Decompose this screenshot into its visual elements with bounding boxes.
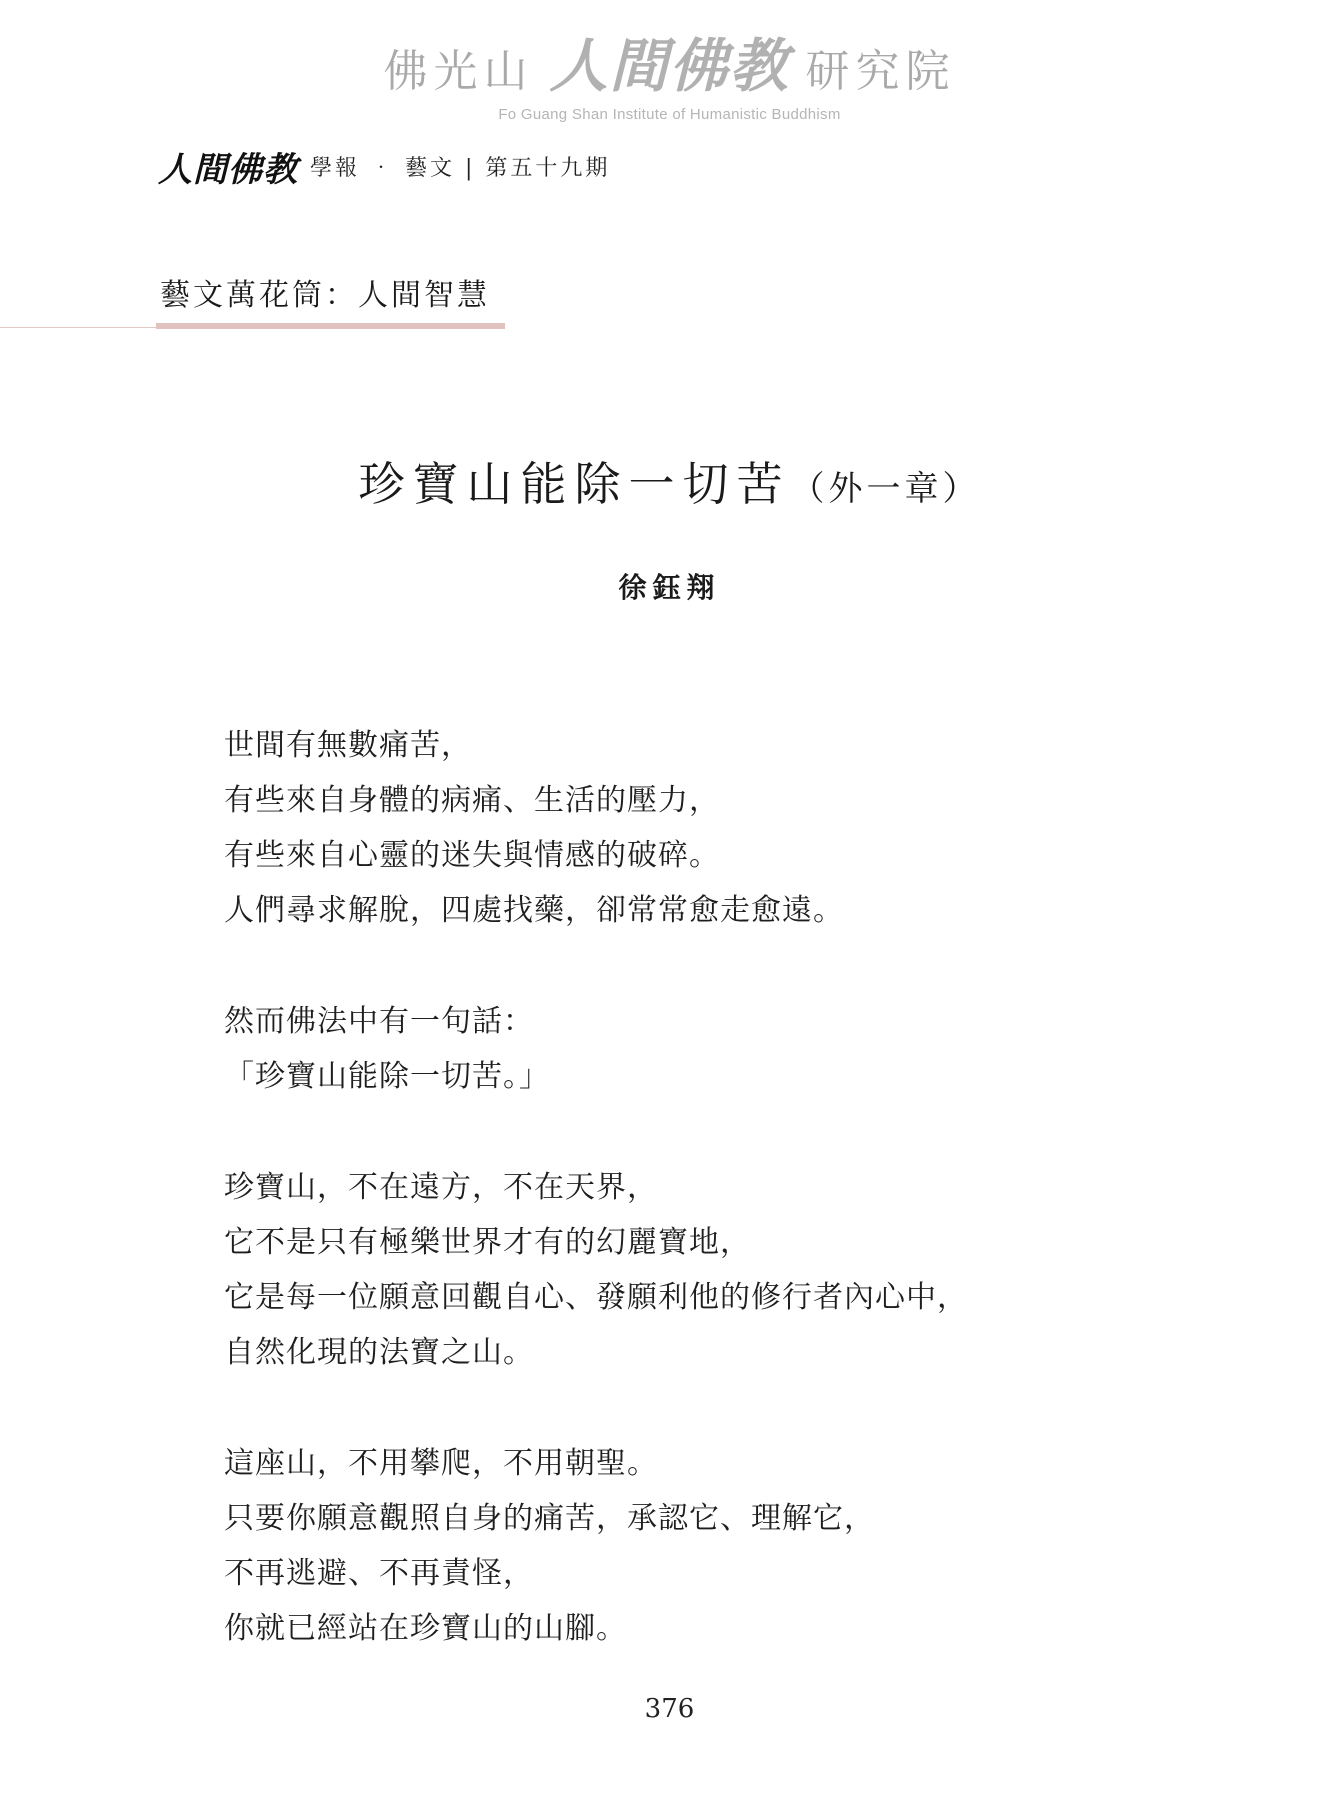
institute-subtitle: Fo Guang Shan Institute of Humanistic Buddhism xyxy=(498,106,841,123)
section-heading: 藝文萬花筒：人間智慧 xyxy=(160,278,490,313)
article-title xyxy=(0,448,1339,514)
institute-header xyxy=(0,32,1339,123)
poem-line: 世間有無數痛苦， xyxy=(224,728,472,763)
journal-header xyxy=(158,142,610,191)
institute-title-right: 研究院 xyxy=(805,46,956,97)
journal-issue-info: 學報 ‧ 藝文 | 第五十九期 xyxy=(310,156,611,181)
page-number: 376 xyxy=(644,1694,695,1724)
article-title-suffix: （外一章） xyxy=(790,469,981,509)
poem-line: 有些來自心靈的迷失與情感的破碎。 xyxy=(224,838,720,873)
journal-brand: 人間佛教 xyxy=(158,150,298,190)
poem-line: 只要你願意觀照自身的痛苦，承認它、理解它， xyxy=(224,1501,875,1536)
institute-title-left: 佛光山 xyxy=(383,46,534,97)
poem-line: 珍寶山，不在遠方，不在天界， xyxy=(224,1170,658,1205)
poem-line: 它是每一位願意回觀自心、發願利他的修行者內心中， xyxy=(224,1280,968,1315)
poem-line: 它不是只有極樂世界才有的幻麗寶地， xyxy=(224,1225,751,1260)
poem-line: 自然化現的法寶之山。 xyxy=(224,1335,534,1370)
poem-line: 有些來自身體的病痛、生活的壓力， xyxy=(224,783,720,818)
poem-stanza-3 xyxy=(224,1160,1124,1380)
poem-body xyxy=(224,718,1124,1712)
poem-stanza-1 xyxy=(224,718,1124,938)
institute-logo xyxy=(383,32,956,102)
article-author: 徐鈺翔 xyxy=(618,571,721,604)
poem-line: 「珍寶山能除一切苦。」 xyxy=(224,1059,550,1094)
institute-title-brand: 人間佛教 xyxy=(549,32,790,100)
poem-line: 然而佛法中有一句話： xyxy=(224,1004,534,1039)
poem-line: 人們尋求解脫，四處找藥，卻常常愈走愈遠。 xyxy=(224,893,844,928)
poem-stanza-2 xyxy=(224,994,1124,1104)
poem-line: 你就已經站在珍寶山的山腳。 xyxy=(224,1611,627,1646)
article-title-main: 珍寶山能除一切苦 xyxy=(358,457,791,511)
poem-stanza-4 xyxy=(224,1436,1124,1656)
poem-line: 這座山，不用攀爬，不用朝聖。 xyxy=(224,1446,658,1481)
poem-line: 不再逃避、不再責怪， xyxy=(224,1556,534,1591)
section-rule-accent xyxy=(156,323,505,329)
